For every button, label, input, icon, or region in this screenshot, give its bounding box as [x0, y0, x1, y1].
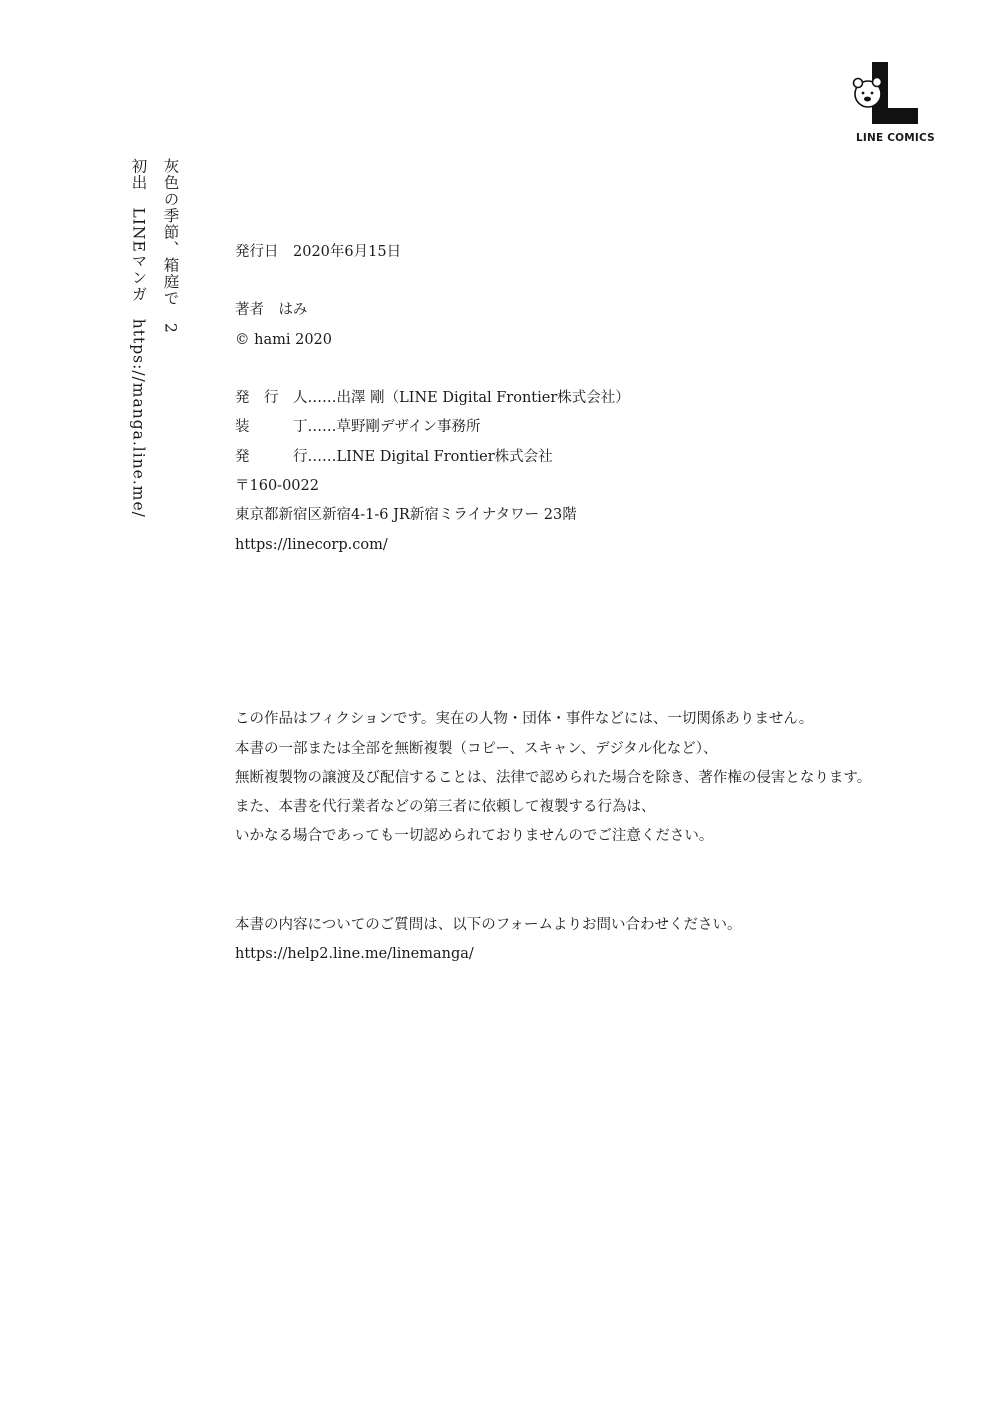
copyright: © hami 2020	[235, 332, 332, 348]
inquiry-text: 本書の内容についてのご質問は、以下のフォームよりお問い合わせください。	[235, 917, 742, 933]
vertical-first-publication: 初出 LINEマンガ https://manga.line.me/	[129, 158, 148, 518]
issue-date: 発行日 2020年6月15日	[235, 244, 402, 260]
inquiry-url: https://help2.line.me/linemanga/	[235, 946, 474, 962]
publisher: 発 行……LINE Digital Frontier株式会社	[235, 449, 553, 465]
notice-line: また、本書を代行業者などの第三者に依頼して複製する行為は、	[235, 799, 656, 815]
notice-line: この作品はフィクションです。実在の人物・団体・事件などには、一切関係ありません。	[235, 711, 814, 727]
line-comics-logo-text: LINE COMICS	[856, 132, 935, 144]
address: 東京都新宿区新宿4-1-6 JR新宿ミライナタワー 23階	[235, 507, 577, 523]
notice-line: いかなる場合であっても一切認められておりませんのでご注意ください。	[235, 828, 714, 844]
publisher-person: 発 行 人……出澤 剛（LINE Digital Frontier株式会社）	[235, 390, 630, 406]
notice-line: 本書の一部または全部を無断複製（コピー、スキャン、デジタル化など）、	[235, 741, 718, 757]
vertical-book-title: 灰色の季節、箱庭で 2	[161, 158, 180, 334]
author: 著者 はみ	[235, 302, 308, 318]
notice-line: 無断複製物の譲渡及び配信することは、法律で認められた場合を除き、著作権の侵害となります。	[235, 770, 872, 786]
design-credit: 装 丁……草野剛デザイン事務所	[235, 419, 481, 435]
postal-code: 〒160-0022	[235, 478, 319, 494]
company-url: https://linecorp.com/	[235, 537, 388, 553]
